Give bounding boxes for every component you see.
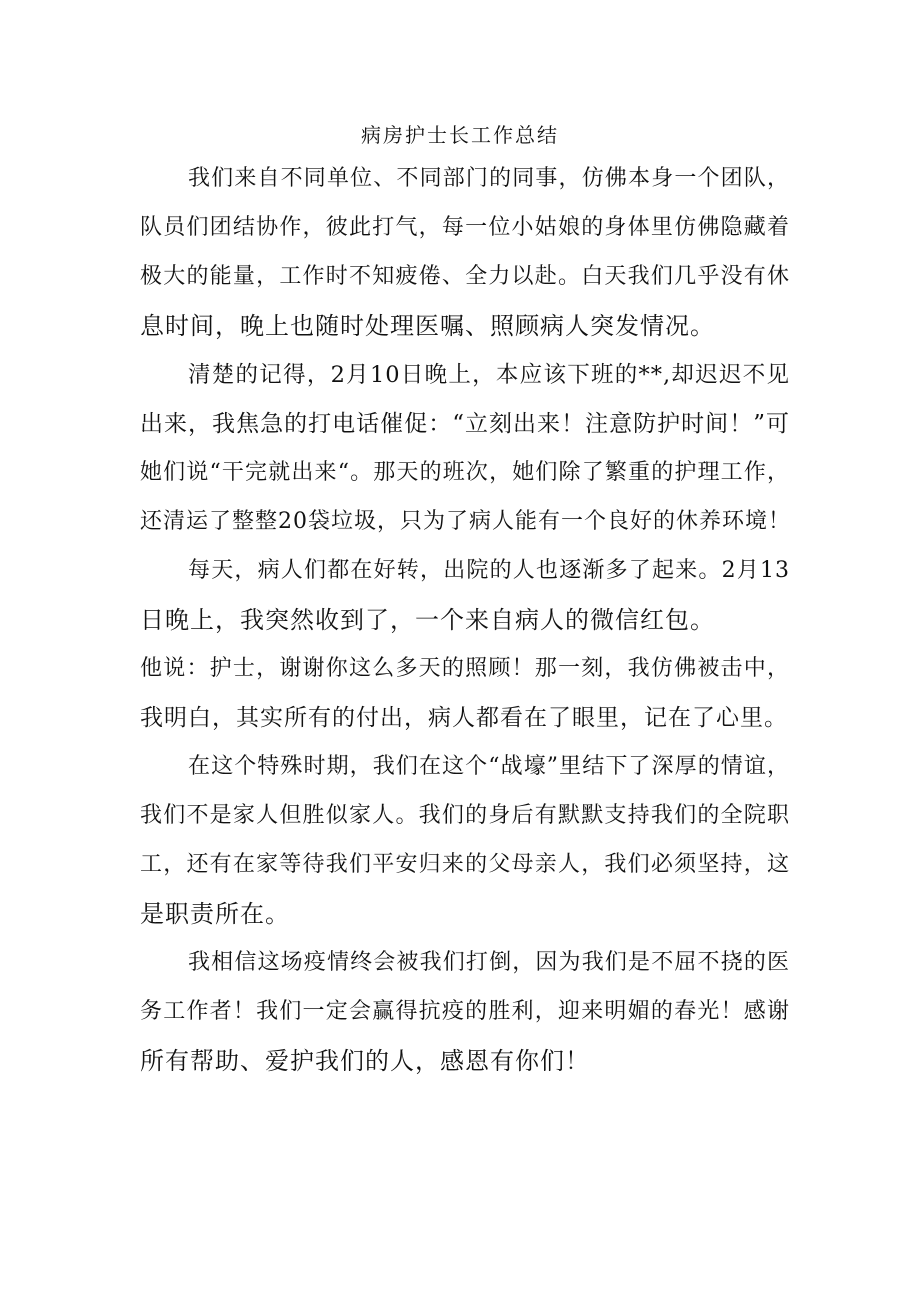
text-line: 清楚的记得，2月10日晚上，本应该下班的**,却迟迟不见	[188, 362, 790, 388]
text-line: 务工作者！我们一定会赢得抗疫的胜利，迎来明媚的春光！感谢	[140, 999, 790, 1024]
text-line: 极大的能量，工作时不知疲倦、全力以赴。白天我们几乎没有休	[140, 264, 790, 289]
text-line: 出来，我焦急的打电话催促：“立刻出来！注意防护时间！”可	[140, 411, 790, 437]
text-line: 我相信这场疫情终会被我们打倒，因为我们是不屈不挠的医	[188, 950, 790, 975]
text-line: 每天，病人们都在好转，出院的人也逐渐多了起来。2月13	[188, 558, 790, 583]
text-line: 是职责所在。	[140, 900, 290, 928]
text-line: 工，还有在家等待我们平安归来的父母亲人，我们必须坚持，这	[140, 852, 790, 877]
text-line: 我们来自不同单位、不同部门的同事，仿佛本身一个团队，	[188, 166, 790, 191]
text-line: 还清运了整整20袋垃圾，只为了病人能有一个良好的休养环境！	[140, 509, 791, 534]
document-title: 病房护士长工作总结	[361, 123, 559, 147]
text-line: 日晚上，我突然收到了，一个来自病人的微信红包。	[140, 606, 715, 634]
text-line: 队员们团结协作，彼此打气，每一位小姑娘的身体里仿佛隐藏着	[140, 215, 790, 240]
text-line: 我们不是家人但胜似家人。我们的身后有默默支持我们的全院职	[140, 803, 790, 828]
text-line: 所有帮助、爱护我们的人，感恩有你们！	[140, 1047, 590, 1075]
text-line: 他说：护士，谢谢你这么多天的照顾！那一刻，我仿佛被击中，	[140, 656, 790, 681]
text-line: 息时间，晚上也随时处理医嘱、照顾病人突发情况。	[140, 312, 715, 340]
text-line: 她们说“干完就出来“。那天的班次，她们除了繁重的护理工作，	[140, 460, 790, 485]
text-line: 在这个特殊时期，我们在这个“战壕”里结下了深厚的情谊，	[188, 754, 790, 779]
text-line: 我明白，其实所有的付出，病人都看在了眼里，记在了心里。	[140, 705, 788, 731]
